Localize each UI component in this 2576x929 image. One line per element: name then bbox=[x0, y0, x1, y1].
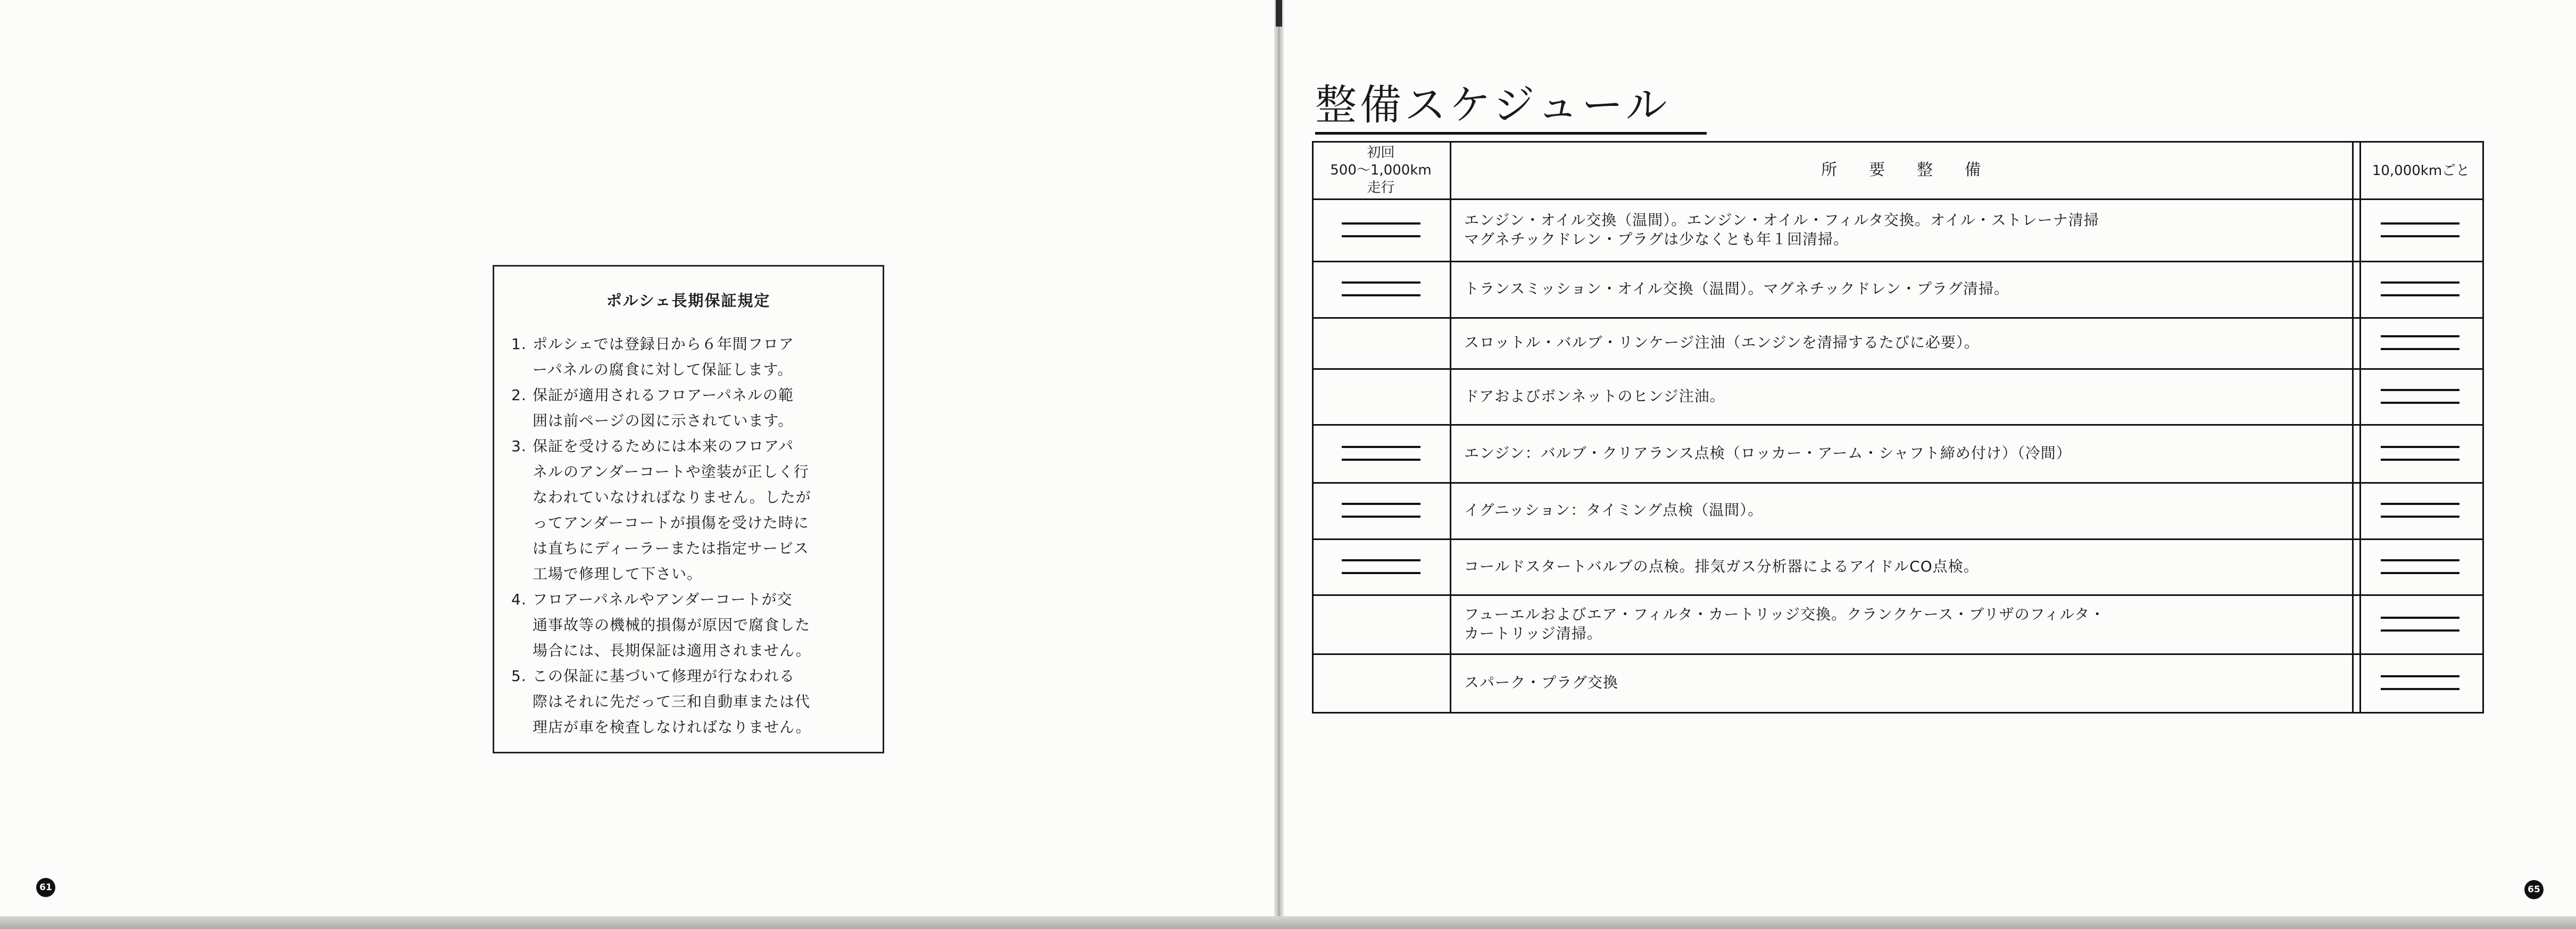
first-service-mark bbox=[1342, 222, 1420, 225]
interval-service-mark bbox=[2381, 503, 2459, 505]
warranty-item-line bbox=[511, 459, 873, 485]
interval-service-mark bbox=[2381, 281, 2459, 284]
table-border-top bbox=[1312, 141, 2482, 143]
header-first-line: 走行 bbox=[1367, 180, 1395, 196]
warranty-item-line bbox=[511, 536, 873, 561]
right-page bbox=[1282, 0, 2576, 929]
warranty-box bbox=[493, 265, 884, 753]
row-text-line: エンジン・オイル交換（温間）。エンジン・オイル・フィルタ交換。オイル・ストレーナ清掃 bbox=[1464, 211, 2099, 229]
warranty-item bbox=[511, 383, 873, 434]
row-text-line: フューエルおよびエア・フィルタ・カートリッジ交換。クランクケース・ブリザのフィルタ・ bbox=[1464, 605, 2106, 623]
first-service-mark bbox=[1342, 503, 1420, 505]
title-underline bbox=[1315, 132, 1707, 135]
table-row-text bbox=[1464, 211, 2099, 249]
row-divider bbox=[1312, 368, 2482, 370]
table-border-left bbox=[1312, 141, 1314, 712]
page-number-right: 65 bbox=[2524, 880, 2544, 899]
interval-service-mark bbox=[2381, 446, 2459, 448]
header-first-line: 初回 bbox=[1367, 145, 1395, 161]
warranty-item-line bbox=[511, 408, 873, 434]
page-number-left: 61 bbox=[36, 878, 55, 897]
warranty-item-text: ーパネルの腐食に対して保証します。 bbox=[533, 361, 793, 378]
warranty-item-text: 保証が適用されるフロアーパネルの範 bbox=[533, 386, 794, 404]
warranty-title: ポルシェ長期保証規定 bbox=[606, 292, 771, 310]
interval-service-mark bbox=[2381, 459, 2459, 461]
warranty-item-line bbox=[511, 663, 873, 689]
interval-service-mark bbox=[2381, 348, 2459, 350]
first-service-mark bbox=[1342, 516, 1420, 518]
table-row-text bbox=[1464, 501, 1763, 520]
header-required-maintenance: 所 要 整 備 bbox=[1821, 161, 1981, 179]
row-divider bbox=[1312, 198, 2482, 200]
warranty-item-line bbox=[511, 331, 873, 357]
warranty-item-text: フロアーパネルやアンダーコートが交 bbox=[533, 591, 793, 608]
column-divider bbox=[1450, 141, 1451, 712]
header-every-10000km: 10,000kmごと bbox=[2372, 163, 2470, 179]
column-divider bbox=[2352, 141, 2354, 712]
row-divider bbox=[1312, 538, 2482, 540]
table-row-text bbox=[1464, 444, 2072, 463]
warranty-item-line bbox=[511, 638, 873, 663]
row-divider bbox=[1312, 653, 2482, 655]
warranty-item-line bbox=[511, 561, 873, 587]
warranty-item-line bbox=[511, 612, 873, 638]
warranty-item-line bbox=[511, 485, 873, 510]
warranty-item-text: 工場で修理して下さい。 bbox=[533, 565, 703, 583]
warranty-item-text: 理店が車を検査しなければなりません。 bbox=[533, 718, 811, 736]
interval-service-mark bbox=[2381, 222, 2459, 225]
warranty-item-line bbox=[511, 434, 873, 459]
table-row-text bbox=[1464, 279, 2009, 298]
warranty-item-text: 通事故等の機械的損傷が原因で腐食した bbox=[533, 616, 811, 634]
warranty-item-line bbox=[511, 357, 873, 383]
warranty-item-number: 1. bbox=[511, 335, 527, 353]
table-row-text bbox=[1464, 387, 1725, 406]
first-service-mark bbox=[1342, 572, 1420, 574]
warranty-item-line bbox=[511, 383, 873, 408]
interval-service-mark bbox=[2381, 559, 2459, 561]
table-border-right bbox=[2482, 141, 2484, 714]
warranty-item-number: 3. bbox=[511, 437, 527, 455]
row-text-line: エンジン：バルブ・クリアランス点検（ロッカー・アーム・シャフト締め付け）（冷間） bbox=[1464, 444, 2072, 462]
warranty-item-number: 2. bbox=[511, 386, 527, 404]
warranty-item-number: 4. bbox=[511, 591, 527, 608]
row-divider bbox=[1312, 594, 2482, 596]
warranty-item-text: ってアンダーコートが損傷を受けた時に bbox=[533, 514, 809, 532]
warranty-item bbox=[511, 663, 873, 740]
interval-service-mark bbox=[2381, 516, 2459, 518]
warranty-item-text: 際はそれに先だって三和自動車または代 bbox=[533, 693, 811, 710]
warranty-item bbox=[511, 331, 873, 383]
warranty-item-line bbox=[511, 715, 873, 740]
page-gutter bbox=[1274, 0, 1284, 929]
row-divider bbox=[1312, 317, 2482, 319]
table-row-text bbox=[1464, 673, 1618, 692]
warranty-item-line bbox=[511, 510, 873, 536]
row-text-line: スパーク・プラグ交換 bbox=[1464, 674, 1619, 691]
schedule-title: 整備スケジュール bbox=[1315, 81, 1671, 129]
interval-service-mark bbox=[2381, 402, 2459, 404]
first-service-mark bbox=[1342, 235, 1420, 237]
row-divider bbox=[1312, 261, 2482, 262]
warranty-item-text: ポルシェでは登録日から６年間フロア bbox=[533, 335, 794, 353]
warranty-item bbox=[511, 434, 873, 587]
column-divider bbox=[2359, 141, 2361, 712]
interval-service-mark bbox=[2381, 335, 2459, 337]
warranty-item-text: は直ちにディーラーまたは指定サービス bbox=[533, 540, 809, 557]
row-text-line: コールドスタートバルブの点検。排気ガス分析器によるアイドルCO点検。 bbox=[1464, 557, 1979, 575]
interval-service-mark bbox=[2381, 389, 2459, 391]
binding-edge bbox=[1276, 0, 1282, 27]
warranty-item-text: 囲は前ページの図に示されています。 bbox=[533, 412, 794, 429]
interval-service-mark bbox=[2381, 235, 2459, 237]
row-text-line: トランスミッション・オイル交換（温間）。マグネチックドレン・プラグ清掃。 bbox=[1464, 280, 2009, 297]
first-service-mark bbox=[1342, 559, 1420, 561]
warranty-item-text: 保証を受けるためには本来のフロアパ bbox=[533, 437, 794, 455]
row-text-line: イグニッション：タイミング点検（温間）。 bbox=[1464, 501, 1764, 519]
warranty-item-text: この保証に基づいて修理が行なわれる bbox=[533, 667, 795, 685]
warranty-item-text: 場合には、長期保証は適用されません。 bbox=[533, 642, 811, 659]
interval-service-mark bbox=[2381, 617, 2459, 619]
table-border-bottom bbox=[1312, 712, 2482, 714]
table-row-text bbox=[1464, 605, 2105, 643]
row-text-line: カートリッジ清掃。 bbox=[1464, 624, 1602, 642]
warranty-item-number: 5. bbox=[511, 667, 527, 685]
interval-service-mark bbox=[2381, 629, 2459, 632]
scan-bottom-edge bbox=[0, 916, 2576, 929]
interval-service-mark bbox=[2381, 572, 2459, 574]
interval-service-mark bbox=[2381, 294, 2459, 296]
row-divider bbox=[1312, 482, 2482, 484]
first-service-mark bbox=[1342, 294, 1420, 296]
table-row-text bbox=[1464, 557, 1979, 576]
row-text-line: スロットル・バルブ・リンケージ注油（エンジンを清掃するたびに必要）。 bbox=[1464, 334, 1980, 351]
header-first-line: 500～1,000km bbox=[1330, 162, 1432, 178]
header-first-visit bbox=[1312, 144, 1450, 197]
row-text-line: ドアおよびボンネットのヒンジ注油。 bbox=[1464, 387, 1725, 405]
warranty-item-text: なわれていなければなりません。したが bbox=[533, 488, 811, 506]
warranty-item bbox=[511, 587, 873, 663]
warranty-item-line bbox=[511, 689, 873, 715]
table-row-text bbox=[1464, 333, 1980, 352]
first-service-mark bbox=[1342, 446, 1420, 448]
interval-service-mark bbox=[2381, 688, 2459, 690]
first-service-mark bbox=[1342, 281, 1420, 284]
row-divider bbox=[1312, 424, 2482, 426]
interval-service-mark bbox=[2381, 675, 2459, 677]
row-text-line: マグネチックドレン・プラグは少なくとも年１回清掃。 bbox=[1464, 230, 1849, 248]
warranty-item-text: ネルのアンダーコートや塗装が正しく行 bbox=[533, 463, 809, 480]
first-service-mark bbox=[1342, 459, 1420, 461]
warranty-item-line bbox=[511, 587, 873, 612]
